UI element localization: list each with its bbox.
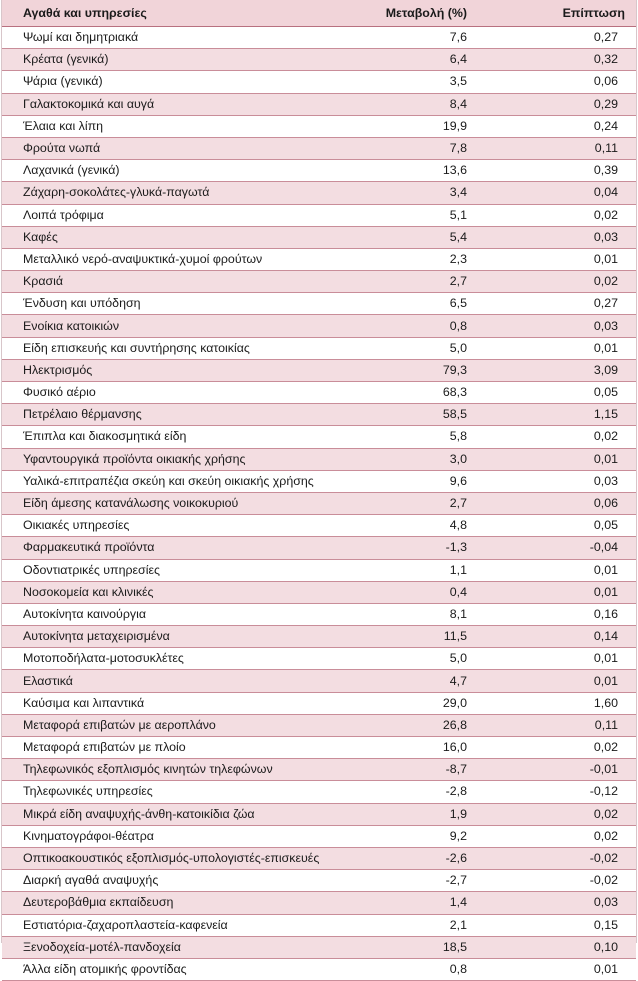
row-item-name: Κρασιά bbox=[2, 271, 357, 293]
row-effect-value: 0,04 bbox=[467, 182, 636, 204]
row-change-value: 5,8 bbox=[357, 426, 467, 448]
row-item-name: Οπτικοακουστικός εξοπλισμός-υπολογιστές-επισκευές bbox=[2, 847, 357, 869]
table-row bbox=[2, 670, 636, 692]
row-effect-value: -0,02 bbox=[467, 847, 636, 869]
row-change-value: 2,7 bbox=[357, 271, 467, 293]
row-change-value: 16,0 bbox=[357, 737, 467, 759]
column-header-effect: Επίπτωση bbox=[467, 0, 636, 27]
row-item-name: Καφές bbox=[2, 226, 357, 248]
row-item-name: Ελαστικά bbox=[2, 670, 357, 692]
row-item-name: Αυτοκίνητα μεταχειρισμένα bbox=[2, 626, 357, 648]
row-item-name: Λαχανικά (γενικά) bbox=[2, 160, 357, 182]
row-item-name: Μεταφορά επιβατών με πλοίο bbox=[2, 737, 357, 759]
row-change-value: 3,5 bbox=[357, 71, 467, 93]
row-change-value: -2,8 bbox=[357, 781, 467, 803]
row-item-name: Κινηματογράφοι-θέατρα bbox=[2, 825, 357, 847]
row-change-value: 2,1 bbox=[357, 914, 467, 936]
table-row bbox=[2, 537, 636, 559]
row-change-value: 5,0 bbox=[357, 648, 467, 670]
row-effect-value: 1,60 bbox=[467, 692, 636, 714]
row-change-value: 18,5 bbox=[357, 936, 467, 958]
row-effect-value: 0,06 bbox=[467, 71, 636, 93]
row-item-name: Είδη άμεσης κατανάλωσης νοικοκυριού bbox=[2, 492, 357, 514]
table-row bbox=[2, 404, 636, 426]
row-effect-value: 0,27 bbox=[467, 27, 636, 49]
row-item-name: Οικιακές υπηρεσίες bbox=[2, 515, 357, 537]
row-effect-value: 0,05 bbox=[467, 382, 636, 404]
table-row bbox=[2, 359, 636, 381]
row-item-name: Έπιπλα και διακοσμητικά είδη bbox=[2, 426, 357, 448]
row-item-name: Δευτεροβάθμια εκπαίδευση bbox=[2, 892, 357, 914]
table-row bbox=[2, 914, 636, 936]
row-item-name: Ενοίκια κατοικιών bbox=[2, 315, 357, 337]
header-row bbox=[2, 0, 636, 27]
table-row bbox=[2, 581, 636, 603]
row-change-value: -8,7 bbox=[357, 759, 467, 781]
row-change-value: 79,3 bbox=[357, 359, 467, 381]
row-effect-value: 0,16 bbox=[467, 603, 636, 625]
table-row bbox=[2, 470, 636, 492]
table-row bbox=[2, 714, 636, 736]
row-item-name: Μεταφορά επιβατών με αεροπλάνο bbox=[2, 714, 357, 736]
row-item-name: Ένδυση και υπόδηση bbox=[2, 293, 357, 315]
table-row bbox=[2, 515, 636, 537]
row-item-name: Φυσικό αέριο bbox=[2, 382, 357, 404]
row-change-value: 0,8 bbox=[357, 315, 467, 337]
row-effect-value: -0,12 bbox=[467, 781, 636, 803]
table-row bbox=[2, 603, 636, 625]
row-effect-value: 0,39 bbox=[467, 160, 636, 182]
row-item-name: Αυτοκίνητα καινούργια bbox=[2, 603, 357, 625]
table-row bbox=[2, 426, 636, 448]
table-row bbox=[2, 626, 636, 648]
row-effect-value: 0,15 bbox=[467, 914, 636, 936]
row-effect-value: 0,01 bbox=[467, 337, 636, 359]
row-effect-value: -0,04 bbox=[467, 537, 636, 559]
table-row bbox=[2, 315, 636, 337]
row-effect-value: 0,01 bbox=[467, 670, 636, 692]
table-row bbox=[2, 759, 636, 781]
row-change-value: 1,4 bbox=[357, 892, 467, 914]
row-effect-value: 0,10 bbox=[467, 936, 636, 958]
row-effect-value: 0,27 bbox=[467, 293, 636, 315]
table-row bbox=[2, 847, 636, 869]
row-item-name: Οδοντιατρικές υπηρεσίες bbox=[2, 559, 357, 581]
table-row bbox=[2, 293, 636, 315]
row-effect-value: 0,02 bbox=[467, 271, 636, 293]
row-change-value: 2,7 bbox=[357, 492, 467, 514]
row-item-name: Φρούτα νωπά bbox=[2, 137, 357, 159]
row-effect-value: 0,01 bbox=[467, 448, 636, 470]
row-effect-value: 0,14 bbox=[467, 626, 636, 648]
table-row bbox=[2, 71, 636, 93]
row-item-name: Είδη επισκευής και συντήρησης κατοικίας bbox=[2, 337, 357, 359]
table-row bbox=[2, 737, 636, 759]
row-effect-value: 0,01 bbox=[467, 559, 636, 581]
row-change-value: 1,9 bbox=[357, 803, 467, 825]
row-change-value: 4,7 bbox=[357, 670, 467, 692]
row-effect-value: 0,02 bbox=[467, 737, 636, 759]
table-row bbox=[2, 226, 636, 248]
row-change-value: 0,4 bbox=[357, 581, 467, 603]
row-item-name: Μεταλλικό νερό-αναψυκτικά-χυμοί φρούτων bbox=[2, 248, 357, 270]
row-effect-value: 0,29 bbox=[467, 93, 636, 115]
table-row bbox=[2, 182, 636, 204]
row-change-value: -2,7 bbox=[357, 870, 467, 892]
table-row bbox=[2, 448, 636, 470]
row-change-value: 68,3 bbox=[357, 382, 467, 404]
table-row bbox=[2, 115, 636, 137]
row-change-value: 7,8 bbox=[357, 137, 467, 159]
row-effect-value: 0,11 bbox=[467, 137, 636, 159]
table-row bbox=[2, 870, 636, 892]
row-item-name: Ζάχαρη-σοκολάτες-γλυκά-παγωτά bbox=[2, 182, 357, 204]
row-item-name: Τηλεφωνικός εξοπλισμός κινητών τηλεφώνων bbox=[2, 759, 357, 781]
row-effect-value: 0,02 bbox=[467, 204, 636, 226]
table-header bbox=[2, 0, 636, 27]
table-row bbox=[2, 137, 636, 159]
row-effect-value: 0,03 bbox=[467, 470, 636, 492]
row-item-name: Γαλακτοκομικά και αυγά bbox=[2, 93, 357, 115]
table-row bbox=[2, 49, 636, 71]
table-body bbox=[2, 27, 636, 981]
row-item-name: Άλλα είδη ατομικής φροντίδας bbox=[2, 958, 357, 980]
row-change-value: 58,5 bbox=[357, 404, 467, 426]
row-effect-value: 0,24 bbox=[467, 115, 636, 137]
row-change-value: 29,0 bbox=[357, 692, 467, 714]
row-item-name: Πετρέλαιο θέρμανσης bbox=[2, 404, 357, 426]
table-row bbox=[2, 692, 636, 714]
row-change-value: 11,5 bbox=[357, 626, 467, 648]
row-item-name: Υαλικά-επιτραπέζια σκεύη και σκεύη οικιακής χρήσης bbox=[2, 470, 357, 492]
table-row bbox=[2, 337, 636, 359]
row-effect-value: 0,01 bbox=[467, 648, 636, 670]
row-item-name: Ξενοδοχεία-μοτέλ-πανδοχεία bbox=[2, 936, 357, 958]
table-row bbox=[2, 248, 636, 270]
table-row bbox=[2, 382, 636, 404]
row-item-name: Καύσιμα και λιπαντικά bbox=[2, 692, 357, 714]
row-change-value: 26,8 bbox=[357, 714, 467, 736]
row-item-name: Μικρά είδη αναψυχής-άνθη-κατοικίδια ζώα bbox=[2, 803, 357, 825]
row-item-name: Λοιπά τρόφιμα bbox=[2, 204, 357, 226]
row-item-name: Κρέατα (γενικά) bbox=[2, 49, 357, 71]
row-change-value: 7,6 bbox=[357, 27, 467, 49]
row-change-value: 6,4 bbox=[357, 49, 467, 71]
row-change-value: -1,3 bbox=[357, 537, 467, 559]
row-effect-value: 0,02 bbox=[467, 803, 636, 825]
row-change-value: 5,4 bbox=[357, 226, 467, 248]
row-item-name: Ηλεκτρισμός bbox=[2, 359, 357, 381]
table-row bbox=[2, 781, 636, 803]
row-effect-value: 0,03 bbox=[467, 315, 636, 337]
row-item-name: Τηλεφωνικές υπηρεσίες bbox=[2, 781, 357, 803]
price-change-table-sheet bbox=[1, 0, 637, 976]
row-effect-value: 0,02 bbox=[467, 426, 636, 448]
row-effect-value: 0,06 bbox=[467, 492, 636, 514]
row-change-value: -2,6 bbox=[357, 847, 467, 869]
column-header-change-percent: Μεταβολή (%) bbox=[357, 0, 467, 27]
row-effect-value: 0,11 bbox=[467, 714, 636, 736]
row-item-name: Εστιατόρια-ζαχαροπλαστεία-καφενεία bbox=[2, 914, 357, 936]
row-effect-value: 0,05 bbox=[467, 515, 636, 537]
row-effect-value: 0,03 bbox=[467, 892, 636, 914]
row-effect-value: 0,01 bbox=[467, 248, 636, 270]
row-effect-value: 0,02 bbox=[467, 825, 636, 847]
row-change-value: 8,4 bbox=[357, 93, 467, 115]
table-row bbox=[2, 93, 636, 115]
table-row bbox=[2, 559, 636, 581]
row-change-value: 5,0 bbox=[357, 337, 467, 359]
row-item-name: Έλαια και λίπη bbox=[2, 115, 357, 137]
table-row bbox=[2, 936, 636, 958]
table-row bbox=[2, 271, 636, 293]
row-effect-value: -0,02 bbox=[467, 870, 636, 892]
row-change-value: 5,1 bbox=[357, 204, 467, 226]
row-item-name: Υφαντουργικά προϊόντα οικιακής χρήσης bbox=[2, 448, 357, 470]
table-row bbox=[2, 892, 636, 914]
row-effect-value: 0,32 bbox=[467, 49, 636, 71]
row-effect-value: 0,01 bbox=[467, 958, 636, 980]
row-change-value: 19,9 bbox=[357, 115, 467, 137]
row-change-value: 9,6 bbox=[357, 470, 467, 492]
row-item-name: Μοτοποδήλατα-μοτοσυκλέτες bbox=[2, 648, 357, 670]
row-change-value: 9,2 bbox=[357, 825, 467, 847]
table-row bbox=[2, 160, 636, 182]
row-effect-value: 0,01 bbox=[467, 581, 636, 603]
row-change-value: 8,1 bbox=[357, 603, 467, 625]
table-row bbox=[2, 492, 636, 514]
table-row bbox=[2, 958, 636, 980]
row-change-value: 3,4 bbox=[357, 182, 467, 204]
row-effect-value: 1,15 bbox=[467, 404, 636, 426]
row-effect-value: -0,01 bbox=[467, 759, 636, 781]
row-item-name: Ψωμί και δημητριακά bbox=[2, 27, 357, 49]
price-change-table bbox=[2, 0, 636, 981]
column-header-goods-services: Αγαθά και υπηρεσίες bbox=[2, 0, 357, 27]
row-change-value: 6,5 bbox=[357, 293, 467, 315]
table-row bbox=[2, 648, 636, 670]
table-row bbox=[2, 803, 636, 825]
row-item-name: Ψάρια (γενικά) bbox=[2, 71, 357, 93]
row-change-value: 1,1 bbox=[357, 559, 467, 581]
row-item-name: Φαρμακευτικά προϊόντα bbox=[2, 537, 357, 559]
row-item-name: Διαρκή αγαθά αναψυχής bbox=[2, 870, 357, 892]
row-effect-value: 3,09 bbox=[467, 359, 636, 381]
table-row bbox=[2, 27, 636, 49]
row-change-value: 0,8 bbox=[357, 958, 467, 980]
row-change-value: 3,0 bbox=[357, 448, 467, 470]
row-change-value: 2,3 bbox=[357, 248, 467, 270]
row-change-value: 13,6 bbox=[357, 160, 467, 182]
row-effect-value: 0,03 bbox=[467, 226, 636, 248]
row-item-name: Νοσοκομεία και κλινικές bbox=[2, 581, 357, 603]
row-change-value: 4,8 bbox=[357, 515, 467, 537]
table-row bbox=[2, 825, 636, 847]
table-row bbox=[2, 204, 636, 226]
